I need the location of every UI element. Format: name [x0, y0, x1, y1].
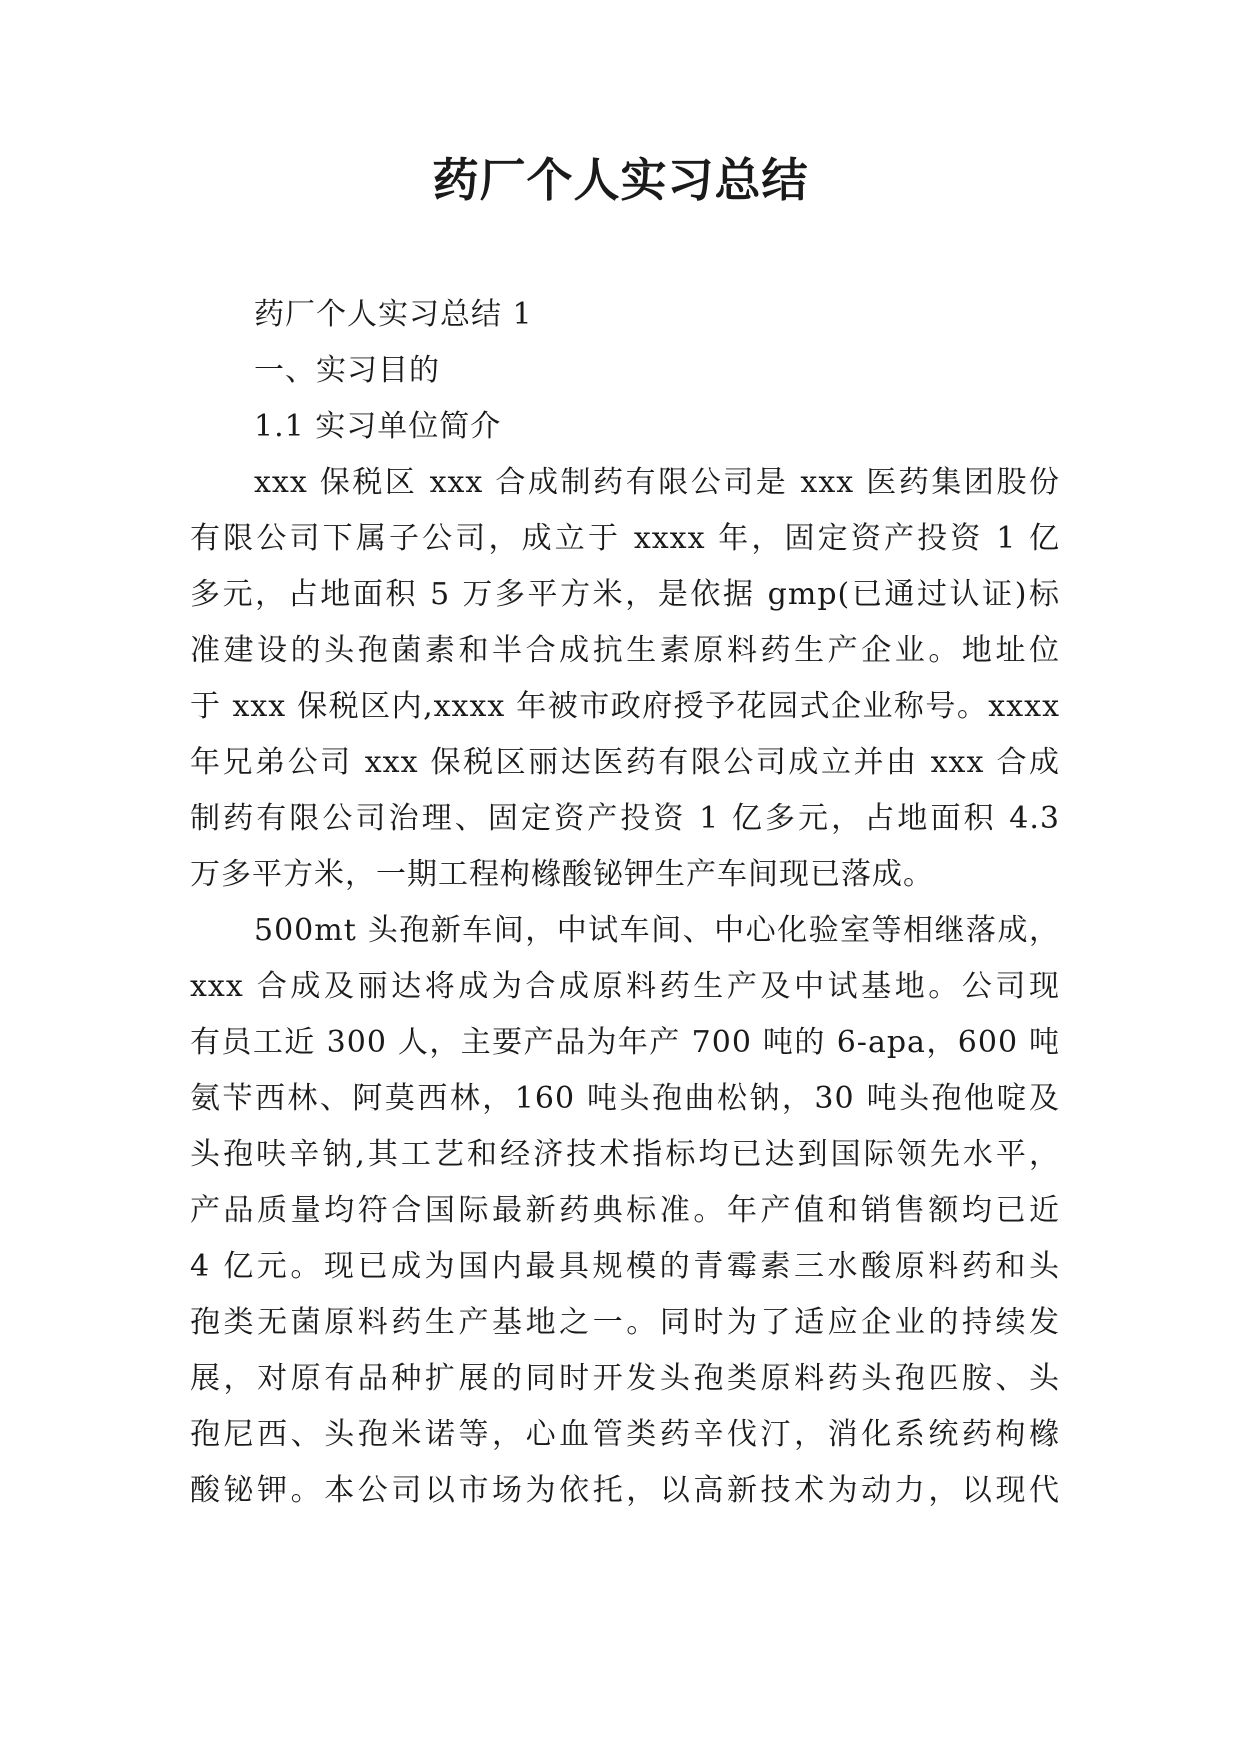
- document-body: [190, 287, 1060, 1519]
- paragraph-line: 头孢呋辛钠,其工艺和经济技术指标均已达到国际领先水平，: [190, 1137, 1060, 1172]
- document-title: 药厂个人实习总结: [432, 153, 809, 207]
- paragraph-line: 孢尼西、头孢米诺等，心血管类药辛伐汀，消化系统药枸橼: [190, 1417, 1060, 1452]
- paragraph-line: 有限公司下属子公司，成立于 xxxx 年，固定资产投资 1 亿: [190, 521, 1060, 556]
- paragraph-line: 于 xxx 保税区内,xxxx 年被市政府授予花园式企业称号。xxxx: [190, 689, 1060, 724]
- paragraph-line: 多元，占地面积 5 万多平方米，是依据 gmp(已通过认证)标: [190, 577, 1060, 612]
- section-heading: 一、实习目的: [254, 353, 440, 388]
- paragraph-line: 有员工近 300 人，主要产品为年产 700 吨的 6-apa，600 吨: [190, 1025, 1060, 1060]
- paragraph-line: 500mt 头孢新车间，中试车间、中心化验室等相继落成，: [254, 913, 1060, 948]
- subsection-heading: 1.1 实习单位简介: [254, 409, 502, 444]
- paragraph-line: 制药有限公司治理、固定资产投资 1 亿多元，占地面积 4.3: [190, 801, 1060, 836]
- paragraph-line: 年兄弟公司 xxx 保税区丽达医药有限公司成立并由 xxx 合成: [190, 745, 1060, 780]
- paragraph-line: 万多平方米，一期工程枸橼酸铋钾生产车间现已落成。: [190, 857, 934, 892]
- paragraph-line: 展，对原有品种扩展的同时开发头孢类原料药头孢匹胺、头: [190, 1361, 1060, 1396]
- paragraph-line: xxx 保税区 xxx 合成制药有限公司是 xxx 医药集团股份: [254, 465, 1060, 500]
- paragraph-line: 产品质量均符合国际最新药典标准。年产值和销售额均已近: [190, 1193, 1060, 1228]
- paragraph-line: 孢类无菌原料药生产基地之一。同时为了适应企业的持续发: [190, 1305, 1060, 1340]
- paragraph-line: 酸铋钾。本公司以市场为依托，以高新技术为动力，以现代: [190, 1473, 1060, 1508]
- paragraph-1: [190, 455, 1060, 903]
- subtitle: 药厂个人实习总结 1: [254, 297, 533, 332]
- paragraph-2: [190, 903, 1060, 1519]
- paragraph-line: xxx 合成及丽达将成为合成原料药生产及中试基地。公司现: [190, 969, 1060, 1004]
- paragraph-line: 4 亿元。现已成为国内最具规模的青霉素三水酸原料药和头: [190, 1249, 1060, 1284]
- paragraph-line: 氨苄西林、阿莫西林，160 吨头孢曲松钠，30 吨头孢他啶及: [190, 1081, 1060, 1116]
- paragraph-line: 准建设的头孢菌素和半合成抗生素原料药生产企业。地址位: [190, 633, 1060, 668]
